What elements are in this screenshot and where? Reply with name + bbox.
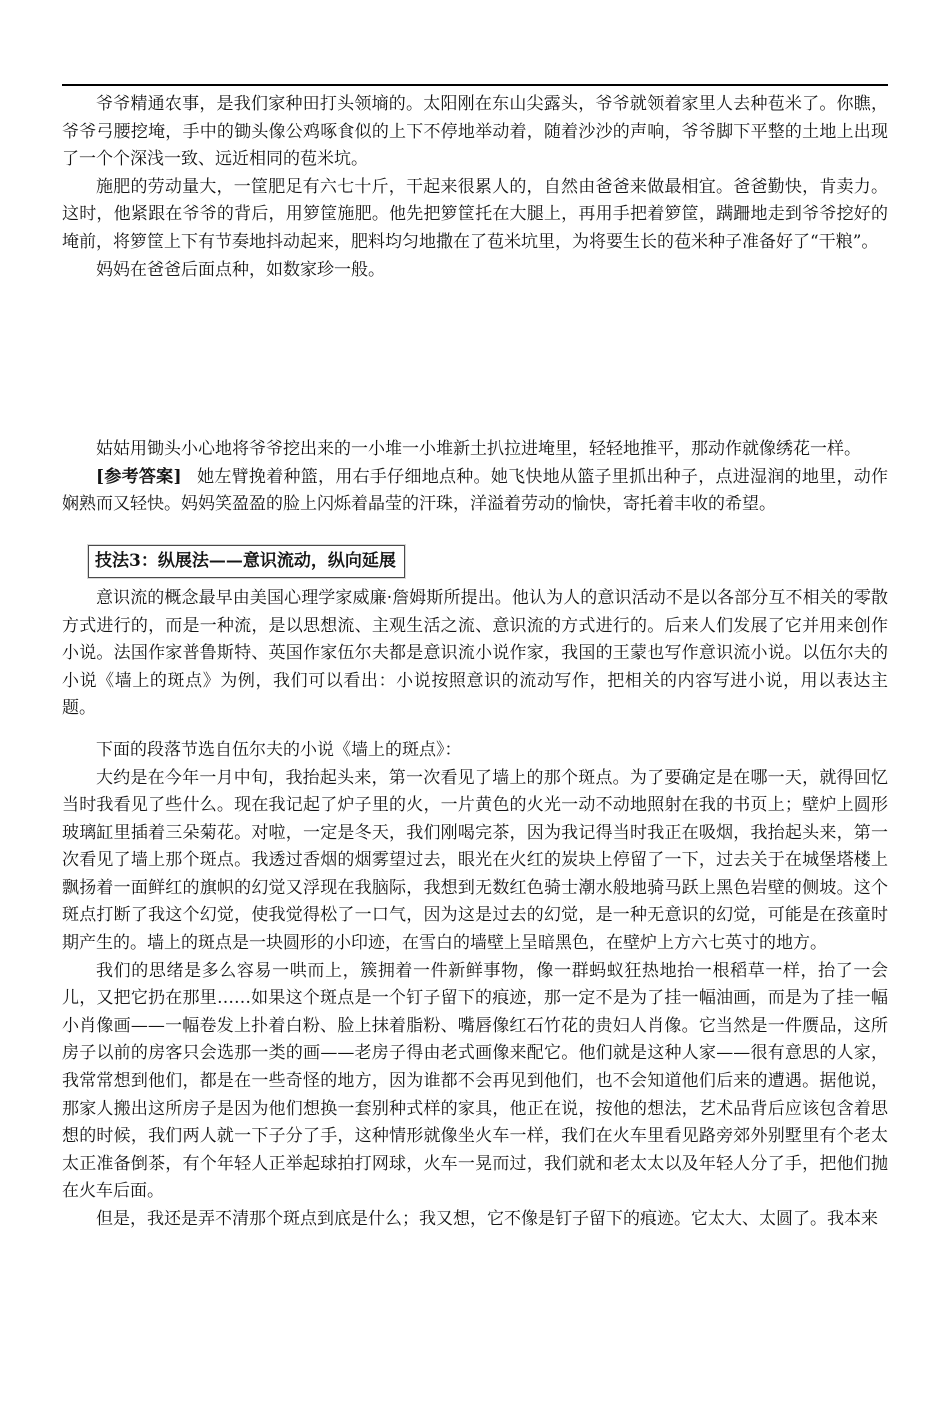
technique-intro: 意识流的概念最早由美国心理学家威廉·詹姆斯所提出。他认为人的意识活动不是以各部分互不相关的零散方式进行的，而是一种流，是以思想流、主观生活之流、意识流的方式进行的。后来人们发展了它并用来创作小说。法国作家普鲁斯特、英国作家伍尔夫都是意识流小说作家，我国的王蒙也写作意识流小说。以伍尔夫的小说《墙上的斑点》为例，我们可以看出：小说按照意识的流动写作，把相关的内容写进小说，用以表达主题。 bbox=[62, 587, 888, 719]
essay-paragraph-mother: 妈妈在爸爸后面点种，如数家珍一般。 bbox=[96, 259, 385, 280]
excerpt-paragraph-2: 我们的思绪是多么容易一哄而上，簇拥着一件新鲜事物，像一群蚂蚁狂热地抬一根稻草一样，抬了一会儿，又把它扔在那里……如果这个斑点是一个钉子留下的痕迹，那一定不是为了挂一幅油画，而是为了挂一幅小肖像画——一幅卷发上扑着白粉、脸上抹着脂粉、嘴唇像红石竹花的贵妇人肖像。它当然是一件赝品，这所房子以前的房客只会选那一类的画——老房子得由老式画像来配它。他们就是这种人家——很有意思的人家，我常常想到他们，都是在一些奇怪的地方，因为谁都不会再见到他们，也不会知道他们后来的遭遇。据他说，那家人搬出这所房子是因为他们想换一套别种式样的家具，他正在说，按他的想法，艺术品背后应该包含着思想的时候，我们两人就一下子分了手，这种情形就像坐火车一样，我们在火车里看见路旁郊外别墅里有个老太太正准备倒茶，有个年轻人正举起球拍打网球，火车一晃而过，我们就和老太太以及年轻人分了手，把他们抛在火车后面。 bbox=[62, 960, 888, 1202]
essay-paragraph-aunt: 姑姑用锄头小心地将爷爷挖出来的一小堆一小堆新土扒拉进埯里，轻轻地推平，那动作就像绣花一样。 bbox=[96, 439, 861, 460]
technique-heading-row bbox=[62, 545, 888, 578]
excerpt-lead-in: 下面的段落节选自伍尔夫的小说《墙上的斑点》： bbox=[96, 739, 462, 760]
reference-answer bbox=[62, 464, 888, 519]
technique-heading-box: 技法3：纵展法——意识流动，纵向延展 bbox=[88, 545, 405, 578]
reference-answer-text: 她左臂挽着种篮，用右手仔细地点种。她飞快地从篮子里抓出种子，点进湿润的地里，动作娴熟而又轻快。妈妈笑盈盈的脸上闪烁着晶莹的汗珠，洋溢着劳动的愉快，寄托着丰收的希望。 bbox=[62, 466, 889, 515]
top-rule bbox=[62, 84, 888, 86]
excerpt-paragraph-3: 但是，我还是弄不清那个斑点到底是什么；我又想，它不像是钉子留下的痕迹。它太大、太圆了。我本来 bbox=[96, 1209, 878, 1229]
reference-answer-label: [参考答案] bbox=[96, 466, 182, 487]
answer-writing-space bbox=[62, 284, 888, 436]
excerpt-paragraph-1: 大约是在今年一月中旬，我抬起头来，第一次看见了墙上的那个斑点。为了要确定是在哪一天，就得回忆当时我看见了些什么。现在我记起了炉子里的火，一片黄色的火光一动不动地照射在我的书页上；壁炉上圆形玻璃缸里插着三朵菊花。对啦，一定是冬天，我们刚喝完茶，因为我记得当时我正在吸烟，我抬起头来，第一次看见了墙上那个斑点。我透过香烟的烟雾望过去，眼光在火红的炭块上停留了一下，过去关于在城堡塔楼上飘扬着一面鲜红的旗帜的幻觉又浮现在我脑际，我想到无数红色骑士潮水般地骑马跃上黑色岩壁的侧坡。这个斑点打断了我这个幻觉，使我觉得松了一口气，因为这是过去的幻觉，是一种无意识的幻觉，可能是在孩童时期产生的。墙上的斑点是一块圆形的小印迹，在雪白的墙壁上呈暗黑色，在壁炉上方六七英寸的地方。 bbox=[62, 767, 888, 954]
document-page bbox=[0, 84, 950, 1428]
essay-paragraph-grandpa: 爷爷精通农事，是我们家种田打头领墒的。太阳刚在东山尖露头，爷爷就领着家里人去种苞米了。你瞧，爷爷弓腰挖埯，手中的锄头像公鸡啄食似的上下不停地举动着，随着沙沙的声响，爷爷脚下平整的土地上出现了一个个深浅一致、远近相同的苞米坑。 bbox=[62, 94, 888, 170]
essay-paragraph-father: 施肥的劳动量大，一筐肥足有六七十斤，干起来很累人的，自然由爸爸来做最相宜。爸爸勤快，肯卖力。这时，他紧跟在爷爷的背后，用箩筐施肥。他先把箩筐托在大腿上，再用手把着箩筐，蹒跚地走到爷爷挖好的埯前，将箩筐上下有节奏地抖动起来，肥料均匀地撒在了苞米坑里，为将要生长的苞米种子准备好了“干粮”。 bbox=[62, 176, 888, 252]
